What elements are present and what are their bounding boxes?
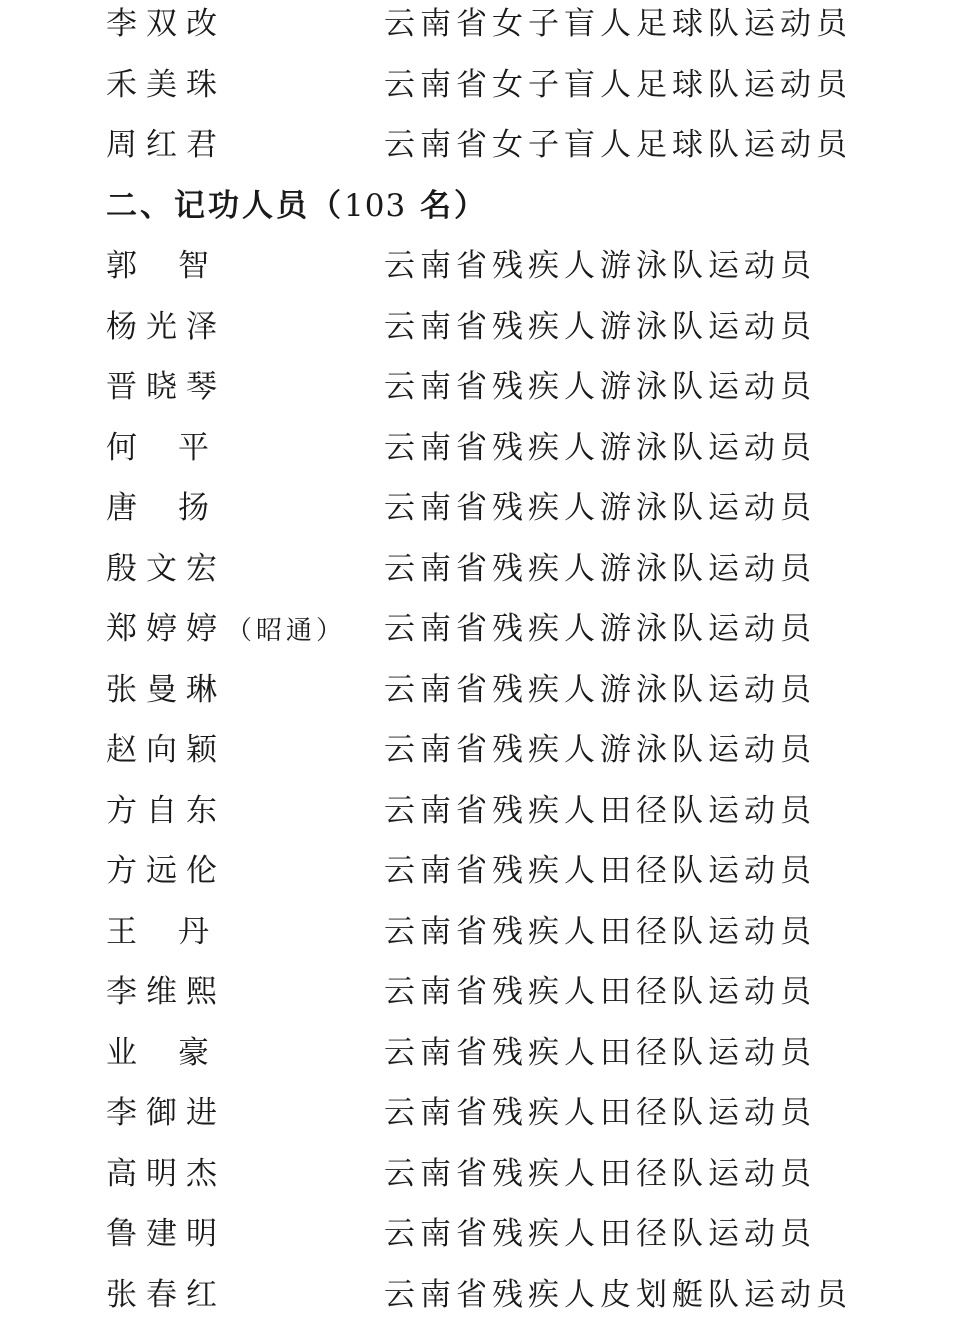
person-name-part: 丹 (178, 912, 209, 952)
person-name-part: 扬 (178, 488, 209, 528)
person-role: 云南省残疾人田径队运动员 (384, 851, 816, 891)
person-role: 云南省残疾人田径队运动员 (384, 1093, 816, 1133)
section-heading-count: 103 (344, 188, 406, 224)
roster-row (0, 61, 960, 122)
person-name: 李双改 (106, 4, 226, 44)
person-role: 云南省残疾人田径队运动员 (384, 791, 816, 831)
roster-row (0, 545, 960, 606)
roster-row (0, 908, 960, 969)
person-name: 禾美珠 (106, 65, 226, 105)
person-name-part: 王 (106, 912, 137, 952)
roster-row (0, 787, 960, 848)
person-name-part: 唐 (106, 488, 137, 528)
person-role: 云南省残疾人游泳队运动员 (384, 549, 816, 589)
person-name: 张春红 (106, 1275, 226, 1315)
person-role: 云南省残疾人游泳队运动员 (384, 488, 816, 528)
roster-row (0, 363, 960, 424)
roster-row (0, 1089, 960, 1150)
roster-row (0, 968, 960, 1029)
person-name: 李维熙 (106, 972, 226, 1012)
roster-row (0, 121, 960, 182)
roster-row (0, 1150, 960, 1211)
section-heading-suffix: 名） (406, 188, 488, 224)
roster-row (0, 0, 960, 61)
person-role: 云南省残疾人游泳队运动员 (384, 609, 816, 649)
person-name: 殷文宏 (106, 549, 226, 589)
person-name: 李御进 (106, 1093, 226, 1133)
person-name-part: 智 (178, 246, 209, 286)
person-role: 云南省残疾人游泳队运动员 (384, 307, 816, 347)
person-name-part: 业 (106, 1033, 137, 1073)
section-heading-prefix: 二、记功人员（ (106, 188, 344, 224)
roster-row (0, 242, 960, 303)
roster-row (0, 484, 960, 545)
person-name: 方远伦 (106, 851, 226, 891)
roster-row (0, 605, 960, 666)
person-role: 云南省残疾人田径队运动员 (384, 1154, 816, 1194)
person-name-part: 何 (106, 428, 137, 468)
person-role: 云南省残疾人游泳队运动员 (384, 730, 816, 770)
person-name: 周红君 (106, 125, 226, 165)
person-name-part: 豪 (178, 1033, 209, 1073)
person-role: 云南省残疾人游泳队运动员 (384, 367, 816, 407)
person-name: 高明杰 (106, 1154, 226, 1194)
roster-row (0, 1271, 960, 1331)
roster-row (0, 847, 960, 908)
person-role: 云南省残疾人皮划艇队运动员 (384, 1275, 852, 1315)
roster-row (0, 726, 960, 787)
roster-row (0, 1210, 960, 1271)
person-name: 张曼琳 (106, 670, 226, 710)
person-role: 云南省残疾人游泳队运动员 (384, 246, 816, 286)
person-role: 云南省残疾人田径队运动员 (384, 1033, 816, 1073)
person-role: 云南省女子盲人足球队运动员 (384, 125, 852, 165)
roster-row (0, 424, 960, 485)
roster-row (0, 666, 960, 727)
person-name-part: 平 (178, 428, 209, 468)
person-role: 云南省残疾人游泳队运动员 (384, 428, 816, 468)
roster-row (0, 1029, 960, 1090)
person-role: 云南省女子盲人足球队运动员 (384, 4, 852, 44)
person-name (106, 609, 346, 651)
person-role: 云南省残疾人游泳队运动员 (384, 670, 816, 710)
person-role: 云南省残疾人田径队运动员 (384, 972, 816, 1012)
person-role: 云南省女子盲人足球队运动员 (384, 65, 852, 105)
section-heading-text (106, 186, 488, 226)
person-name: 赵向颖 (106, 730, 226, 770)
person-role: 云南省残疾人田径队运动员 (384, 1214, 816, 1254)
person-name-part: 郭 (106, 246, 137, 286)
person-name: 鲁建明 (106, 1214, 226, 1254)
person-name: 方自东 (106, 791, 226, 831)
person-name: 杨光泽 (106, 307, 226, 347)
person-name-note: （昭通） (226, 616, 346, 646)
section-heading (0, 182, 960, 243)
person-name-main: 郑婷婷 (106, 611, 226, 647)
roster-row (0, 303, 960, 364)
person-name: 晋晓琴 (106, 367, 226, 407)
person-role: 云南省残疾人田径队运动员 (384, 912, 816, 952)
